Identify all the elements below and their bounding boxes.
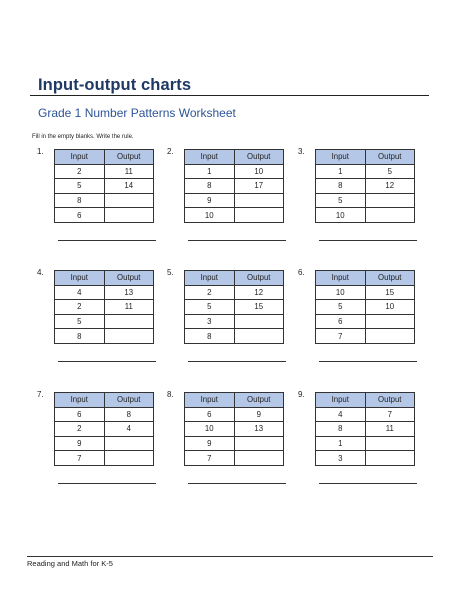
table-row: [55, 329, 154, 344]
output-blank-cell[interactable]: [365, 436, 415, 451]
input-cell: 5: [185, 300, 235, 315]
rule-answer-line[interactable]: [188, 240, 286, 241]
table-row: [55, 436, 154, 451]
problem-number: 4.: [37, 268, 44, 277]
output-blank-cell[interactable]: [104, 193, 154, 208]
table-row: [185, 329, 284, 344]
table-header-row: [316, 393, 415, 408]
input-header: Input: [185, 150, 235, 165]
input-cell: 1: [316, 436, 366, 451]
footer-text: Reading and Math for K-5: [27, 559, 113, 568]
rule-answer-line[interactable]: [58, 361, 156, 362]
output-header: Output: [365, 150, 415, 165]
input-header: Input: [55, 271, 105, 286]
table-header-row: [185, 271, 284, 286]
output-blank-cell[interactable]: [365, 193, 415, 208]
table-row: [316, 314, 415, 329]
problem-number: 8.: [167, 390, 174, 399]
input-cell: 9: [185, 193, 235, 208]
table-header-row: [55, 393, 154, 408]
output-cell: 8: [104, 407, 154, 422]
table-row: [55, 179, 154, 194]
output-cell: 4: [104, 422, 154, 437]
problem-3: [298, 147, 428, 247]
input-cell: 8: [185, 179, 235, 194]
output-blank-cell[interactable]: [365, 208, 415, 223]
table-row: [316, 208, 415, 223]
input-cell: 2: [55, 300, 105, 315]
table-row: [316, 329, 415, 344]
input-header: Input: [185, 393, 235, 408]
table-row: [316, 436, 415, 451]
output-header: Output: [104, 393, 154, 408]
output-blank-cell[interactable]: [104, 208, 154, 223]
output-header: Output: [104, 150, 154, 165]
output-cell: 7: [365, 407, 415, 422]
input-cell: 4: [55, 285, 105, 300]
table-row: [55, 300, 154, 315]
input-output-table: [315, 149, 415, 223]
rule-answer-line[interactable]: [188, 361, 286, 362]
table-header-row: [316, 150, 415, 165]
table-row: [185, 422, 284, 437]
table-row: [185, 285, 284, 300]
rule-answer-line[interactable]: [319, 483, 417, 484]
input-header: Input: [316, 271, 366, 286]
output-cell: 11: [104, 164, 154, 179]
table-row: [55, 285, 154, 300]
output-blank-cell[interactable]: [365, 329, 415, 344]
problem-1: [37, 147, 167, 247]
instructions-text: Fill in the empty blanks. Write the rule.: [32, 134, 134, 140]
input-cell: 9: [55, 436, 105, 451]
input-output-table: [184, 270, 284, 344]
input-cell: 7: [55, 451, 105, 466]
worksheet-title: Input-output charts: [38, 76, 192, 94]
input-cell: 5: [316, 193, 366, 208]
input-output-table: [184, 149, 284, 223]
input-cell: 8: [316, 422, 366, 437]
input-cell: 2: [55, 422, 105, 437]
input-cell: 6: [55, 407, 105, 422]
output-cell: 10: [234, 164, 284, 179]
table-row: [185, 208, 284, 223]
title-divider: [30, 95, 429, 96]
input-header: Input: [316, 393, 366, 408]
input-output-table: [184, 392, 284, 466]
output-blank-cell[interactable]: [234, 314, 284, 329]
input-cell: 1: [185, 164, 235, 179]
input-header: Input: [55, 150, 105, 165]
output-cell: 5: [365, 164, 415, 179]
table-row: [316, 285, 415, 300]
problem-2: [167, 147, 297, 247]
input-header: Input: [55, 393, 105, 408]
table-header-row: [185, 393, 284, 408]
input-cell: 2: [55, 164, 105, 179]
table-row: [185, 451, 284, 466]
table-row: [316, 193, 415, 208]
input-cell: 4: [316, 407, 366, 422]
output-cell: 12: [234, 285, 284, 300]
rule-answer-line[interactable]: [188, 483, 286, 484]
input-cell: 7: [316, 329, 366, 344]
input-cell: 3: [316, 451, 366, 466]
input-cell: 10: [185, 208, 235, 223]
table-row: [185, 436, 284, 451]
rule-answer-line[interactable]: [58, 483, 156, 484]
input-output-table: [54, 149, 154, 223]
input-cell: 8: [55, 329, 105, 344]
input-cell: 10: [316, 208, 366, 223]
problem-5: [167, 268, 297, 368]
output-blank-cell[interactable]: [104, 314, 154, 329]
input-cell: 1: [316, 164, 366, 179]
problem-8: [167, 390, 297, 490]
table-row: [185, 314, 284, 329]
problem-number: 1.: [37, 147, 44, 156]
table-row: [55, 193, 154, 208]
output-header: Output: [365, 271, 415, 286]
input-header: Input: [185, 271, 235, 286]
problem-6: [298, 268, 428, 368]
input-output-table: [54, 270, 154, 344]
output-blank-cell[interactable]: [234, 208, 284, 223]
output-blank-cell[interactable]: [104, 329, 154, 344]
problem-9: [298, 390, 428, 490]
input-cell: 8: [185, 329, 235, 344]
output-header: Output: [365, 393, 415, 408]
output-blank-cell[interactable]: [234, 451, 284, 466]
output-cell: 11: [365, 422, 415, 437]
input-cell: 10: [185, 422, 235, 437]
problem-number: 7.: [37, 390, 44, 399]
input-header: Input: [316, 150, 366, 165]
table-row: [316, 164, 415, 179]
output-cell: 17: [234, 179, 284, 194]
rule-answer-line[interactable]: [319, 240, 417, 241]
output-blank-cell[interactable]: [234, 329, 284, 344]
problem-number: 9.: [298, 390, 305, 399]
problem-4: [37, 268, 167, 368]
table-row: [316, 422, 415, 437]
input-cell: 3: [185, 314, 235, 329]
input-cell: 8: [55, 193, 105, 208]
rule-answer-line[interactable]: [58, 240, 156, 241]
input-cell: 6: [55, 208, 105, 223]
table-row: [316, 300, 415, 315]
table-header-row: [55, 271, 154, 286]
table-row: [55, 422, 154, 437]
input-cell: 5: [55, 179, 105, 194]
input-cell: 10: [316, 285, 366, 300]
input-cell: 8: [316, 179, 366, 194]
output-cell: 10: [365, 300, 415, 315]
input-cell: 6: [185, 407, 235, 422]
output-blank-cell[interactable]: [104, 451, 154, 466]
table-row: [55, 407, 154, 422]
output-cell: 13: [104, 285, 154, 300]
input-output-table: [315, 392, 415, 466]
output-cell: 15: [365, 285, 415, 300]
table-header-row: [185, 150, 284, 165]
input-cell: 5: [55, 314, 105, 329]
worksheet-subtitle: Grade 1 Number Patterns Worksheet: [38, 106, 236, 120]
output-blank-cell[interactable]: [104, 436, 154, 451]
problem-number: 2.: [167, 147, 174, 156]
input-cell: 6: [316, 314, 366, 329]
output-blank-cell[interactable]: [365, 314, 415, 329]
footer-divider: [27, 556, 433, 557]
output-blank-cell[interactable]: [234, 436, 284, 451]
output-cell: 15: [234, 300, 284, 315]
input-cell: 5: [316, 300, 366, 315]
input-output-table: [315, 270, 415, 344]
input-cell: 7: [185, 451, 235, 466]
table-row: [185, 193, 284, 208]
output-header: Output: [104, 271, 154, 286]
problem-7: [37, 390, 167, 490]
table-row: [55, 451, 154, 466]
table-header-row: [55, 150, 154, 165]
output-blank-cell[interactable]: [365, 451, 415, 466]
output-cell: 9: [234, 407, 284, 422]
table-row: [55, 164, 154, 179]
table-row: [55, 208, 154, 223]
problem-number: 6.: [298, 268, 305, 277]
table-row: [316, 179, 415, 194]
table-header-row: [316, 271, 415, 286]
output-blank-cell[interactable]: [234, 193, 284, 208]
rule-answer-line[interactable]: [319, 361, 417, 362]
output-header: Output: [234, 150, 284, 165]
output-header: Output: [234, 393, 284, 408]
output-cell: 12: [365, 179, 415, 194]
problem-number: 3.: [298, 147, 305, 156]
table-row: [185, 164, 284, 179]
output-header: Output: [234, 271, 284, 286]
table-row: [185, 300, 284, 315]
output-cell: 13: [234, 422, 284, 437]
input-cell: 2: [185, 285, 235, 300]
input-cell: 9: [185, 436, 235, 451]
table-row: [185, 179, 284, 194]
problem-number: 5.: [167, 268, 174, 277]
table-row: [55, 314, 154, 329]
output-cell: 14: [104, 179, 154, 194]
table-row: [316, 407, 415, 422]
table-row: [316, 451, 415, 466]
output-cell: 11: [104, 300, 154, 315]
input-output-table: [54, 392, 154, 466]
table-row: [185, 407, 284, 422]
